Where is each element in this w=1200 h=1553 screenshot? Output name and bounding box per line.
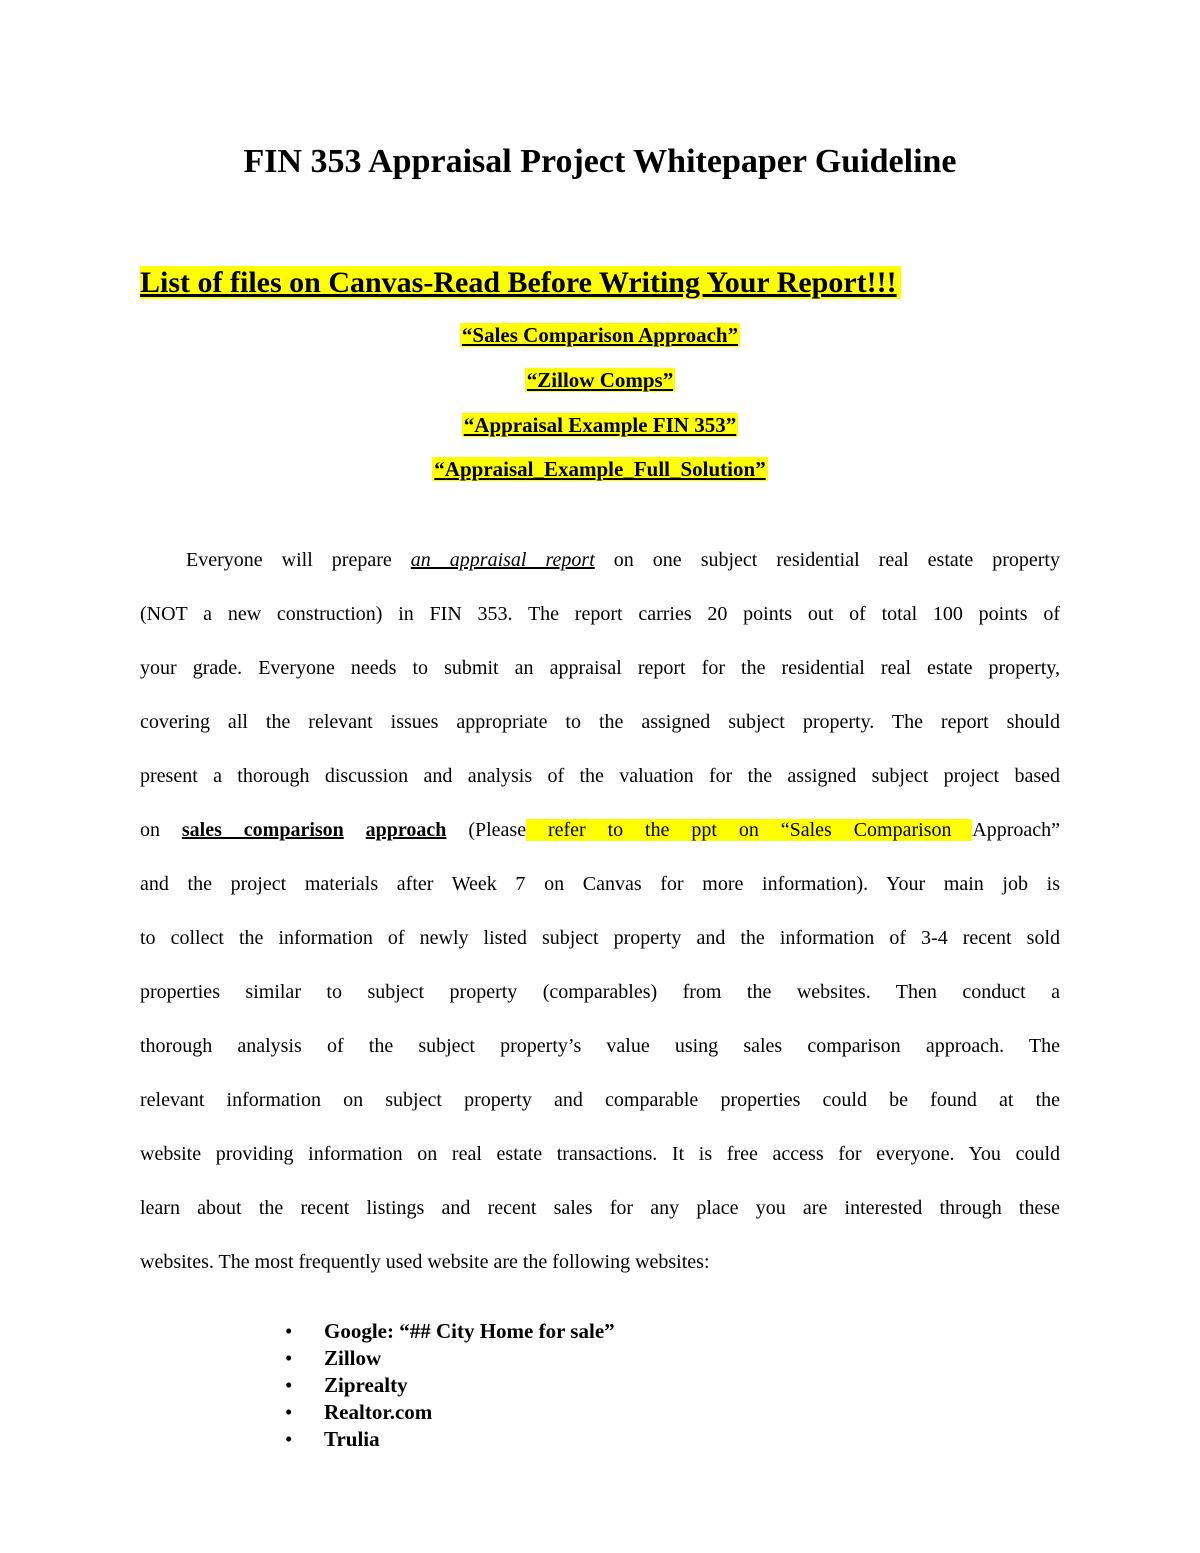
paragraph-line-7: and the project materials after Week 7 on Canvas for more information). Your main job is [140,873,1060,895]
paragraph-line-6: on sales comparison approach (Please refer to the ppt on “Sales Comparison Approach” [140,819,1060,841]
paragraph-line-2: (NOT a new construction) in FIN 353. The report carries 20 points out of total 100 points of [140,603,1060,625]
document-title: FIN 353 Appraisal Project Whitepaper Guideline [243,143,957,180]
bullet-icon: • [285,1373,293,1397]
file-item-zillow-comps: “Zillow Comps” [526,368,674,392]
files-heading-text: List of files on Canvas-Read Before Writing Your Report!!! [140,266,901,299]
paragraph-line-8: to collect the information of newly listed subject property and the information of 3-4 recent sold [140,927,1060,949]
file-item-full-solution: “Appraisal_Example_Full_Solution” [434,457,766,481]
file-item-sales-comparison: “Sales Comparison Approach” [461,323,739,347]
bullet-icon: • [285,1346,293,1370]
list-item: • Zillow [285,1346,382,1370]
list-item: • Google: “## City Home for sale” [285,1319,615,1343]
websites-list [285,1318,615,1453]
bullet-icon: • [285,1427,293,1451]
bullet-icon: • [285,1319,293,1343]
paragraph-line-14: websites. The most frequently used website are the following websites: [140,1251,710,1273]
paragraph-line-9: properties similar to subject property (comparables) from the websites. Then conduct a [140,981,1060,1003]
paragraph-line-12: website providing information on real estate transactions. It is free access for everyone. You could [140,1143,1060,1165]
paragraph-line-5: present a thorough discussion and analysis of the valuation for the assigned subject project based [140,765,1060,787]
appraisal-report-emphasis: an appraisal report [410,549,595,571]
paragraph-line-1: Everyone will prepare an appraisal report on one subject residential real estate property [186,549,1060,571]
sales-comparison-emphasis: sales comparison [181,819,344,841]
approach-emphasis: approach [365,819,447,841]
paragraph-line-3: your grade. Everyone needs to submit an appraisal report for the residential real estate property, [140,657,1060,679]
list-item: • Ziprealty [285,1373,408,1397]
list-item: • Realtor.com [285,1400,433,1424]
files-heading [140,263,1060,303]
paragraph-line-4: covering all the relevant issues appropriate to the assigned subject property. The report should [140,711,1060,733]
bullet-icon: • [285,1400,293,1424]
list-item: • Trulia [285,1427,380,1451]
file-item-appraisal-example: “Appraisal Example FIN 353” [463,413,737,437]
paragraph-line-13: learn about the recent listings and recent sales for any place you are interested through these [140,1197,1060,1219]
paragraph-line-10: thorough analysis of the subject property’s value using sales comparison approach. The [140,1035,1060,1057]
paragraph-line-11: relevant information on subject property and comparable properties could be found at the [140,1089,1060,1111]
highlighted-reference: refer to the ppt on “Sales Comparison [526,819,973,841]
